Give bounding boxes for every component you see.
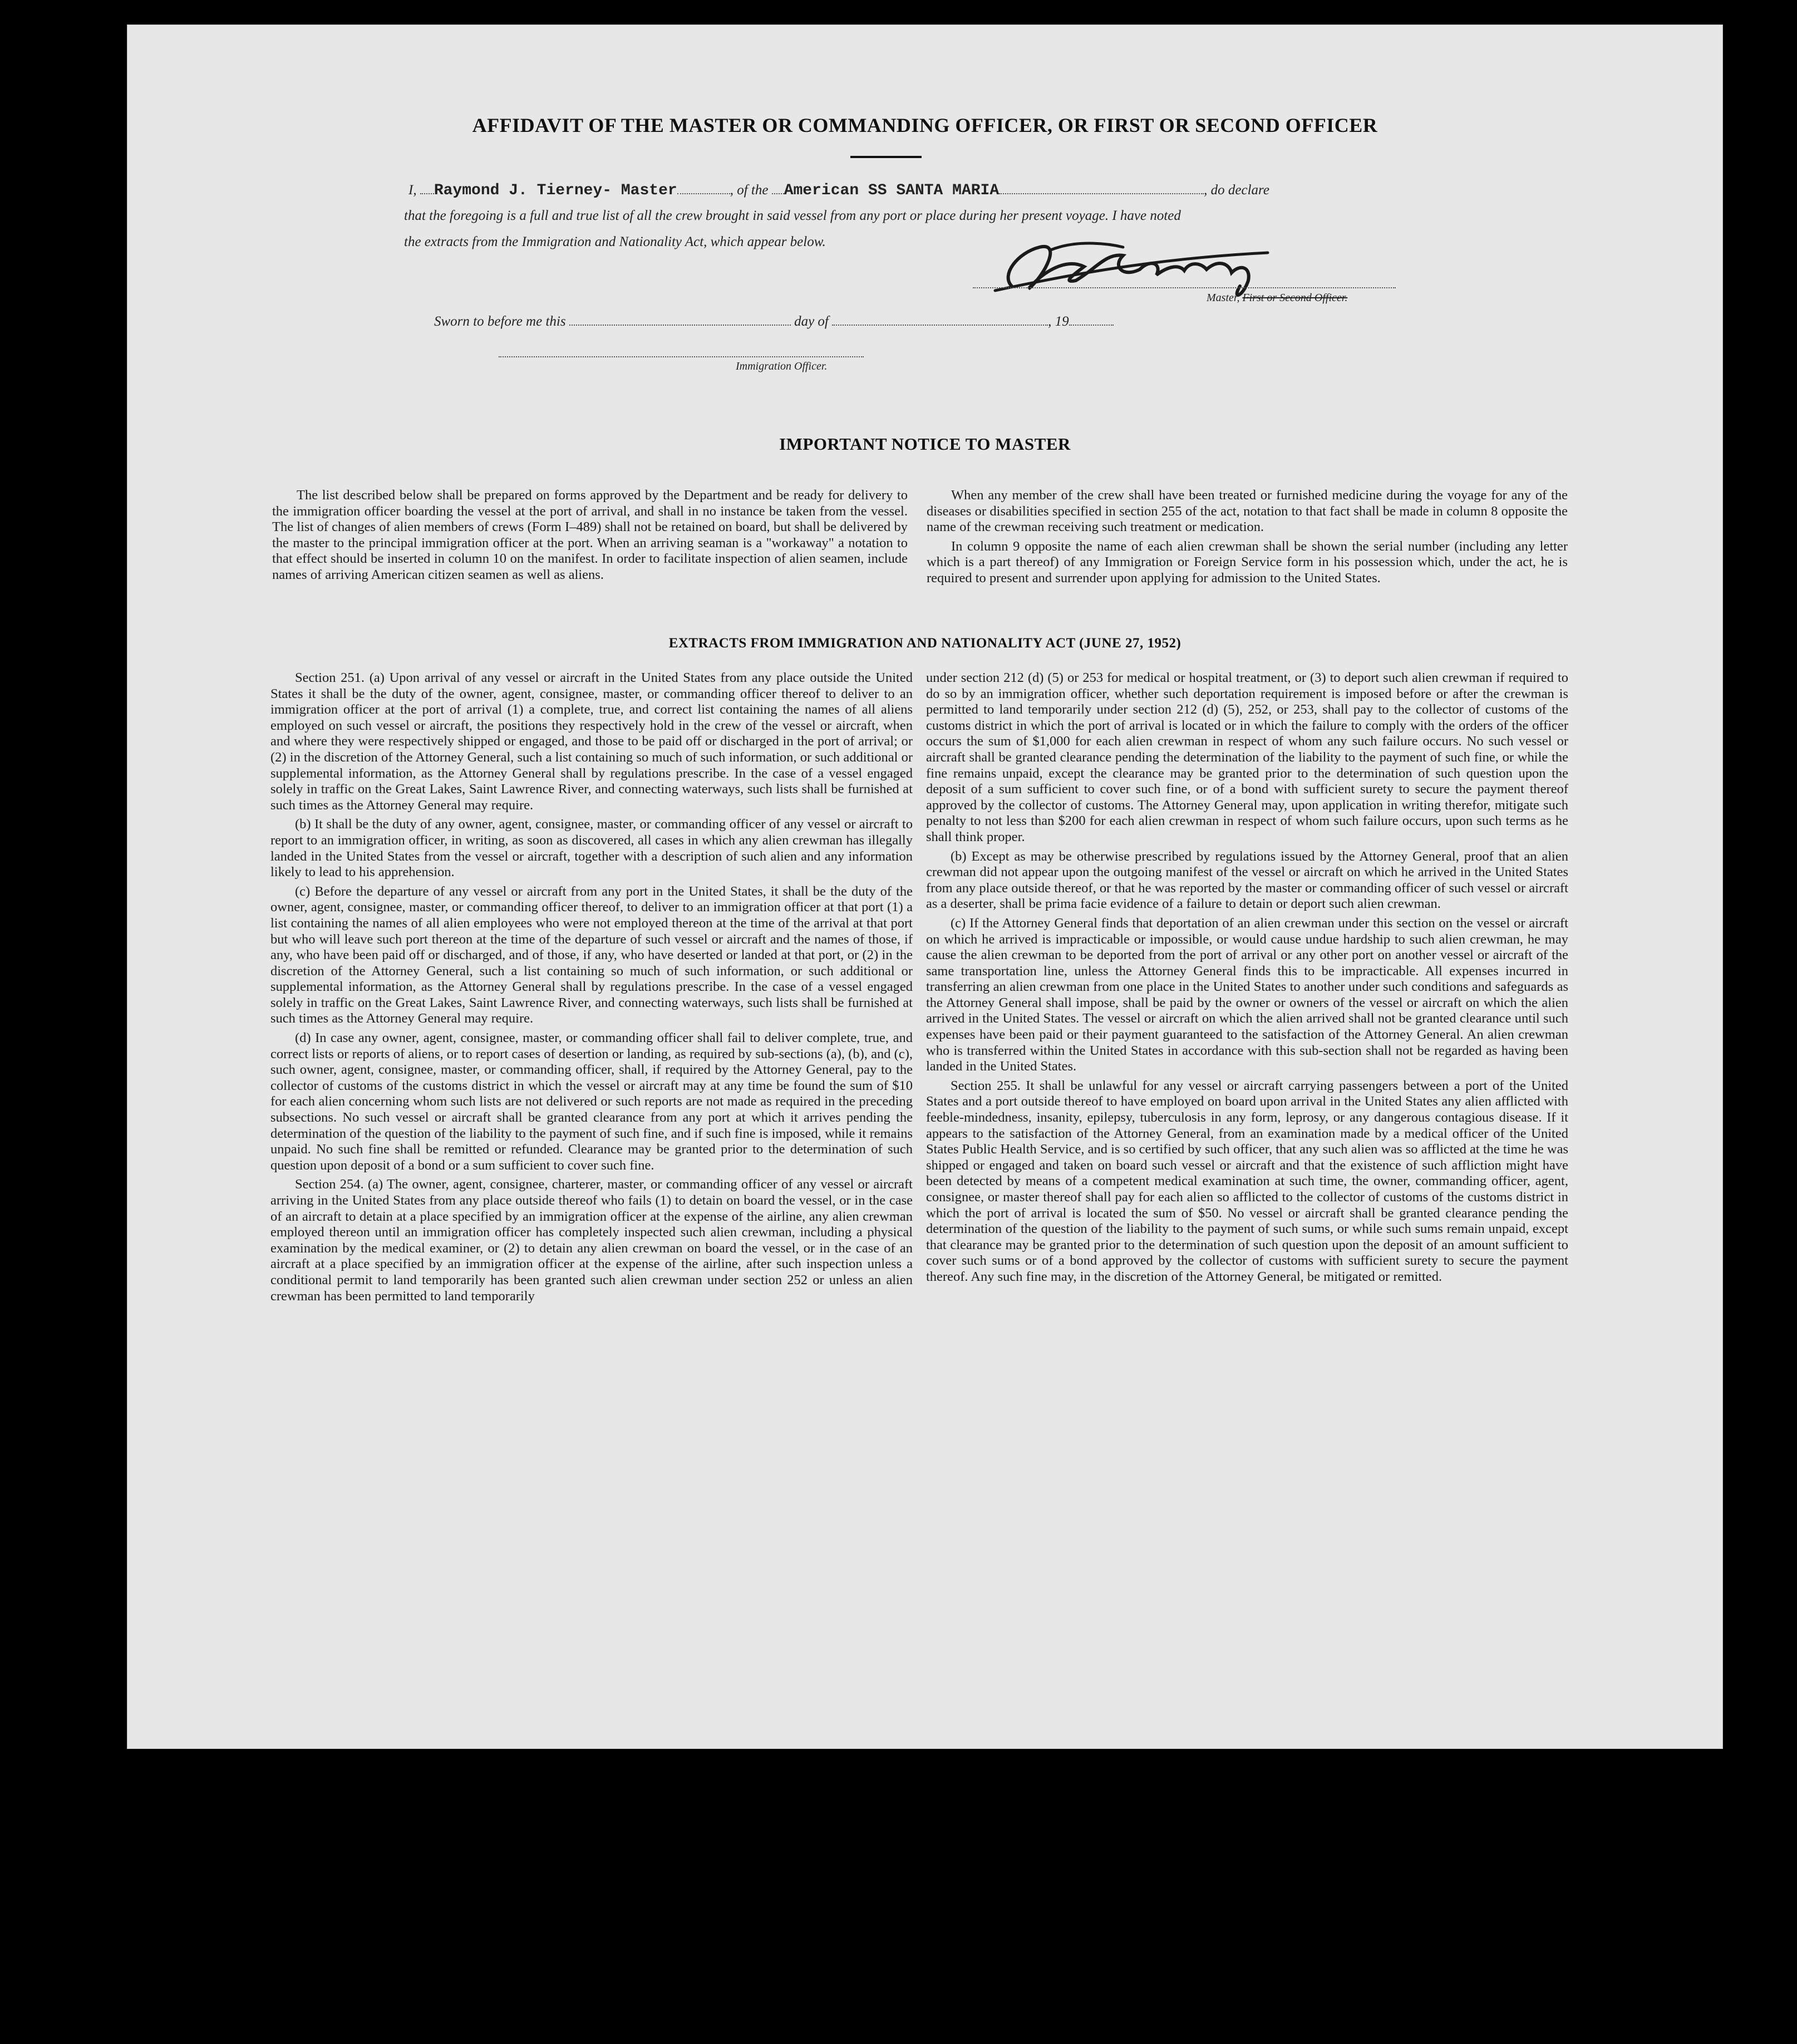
title-rule [850,156,922,158]
section-251-c: (c) Before the departure of any vessel or aircraft from any port in the United States, it shall be the duty of the owner, agent, consignee, master, or commanding officer thereof, to deliver to an immigration officer at that port (1) a list containing the names of all alien employees who were not employed thereon at the time of the arrival at that port but who will leave such port thereon at the time of the departure of such vessel or aircraft and the names of those, if any, who have been paid off or discharged, and of those, if any, who have deserted or landed at that port, or (2) in the discretion of the Attorney General, such a list containing so much of such information, or such additional or supplemental information, as the Attorney General shall by regulations prescribe. In the case of a vessel engaged solely in traffic on the Great Lakes, Saint Lawrence River, and connecting waterways, such lists shall be furnished at such times as the Attorney General may require. [270,883,913,1026]
i-label: I, [408,183,417,198]
declaration-line-1 [408,182,1269,199]
affidavit-title: AFFIDAVIT OF THE MASTER OR COMMANDING OFFICER, OR FIRST OR SECOND OFFICER [472,114,1378,136]
extracts-left-column [270,670,913,1308]
document-page [127,24,1723,1749]
sworn-month-field[interactable] [832,315,1048,326]
section-251-b: (b) It shall be the duty of any owner, agent, consignee, master, or commanding officer of any vessel or aircraft to report to an immigration officer, in writing, as soon as discovered, all cases in which any alien crewman has illegally landed in the United States from the vessel or aircraft, together with a description of such alien and any information likely to lead to his apprehension. [270,817,913,880]
declaration-line-3: the extracts from the Immigration and Nationality Act, which appear below. [404,234,826,249]
section-254-a-continued: under section 212 (d) (5) or 253 for medical or hospital treatment, or (3) to deport such alien crewman if required to do so by an immigration officer, whether such deportation requirement is imposed before or after the crewman is permitted to land temporarily under section 212 (d) (5), 252, or 253, shall pay to the collector of customs of the customs district in which the port of arrival is located or in which the failure to comply with the orders of the officer occurs the sum of $1,000 for each alien crewman in respect of whom any such failure occurs. No such vessel or aircraft shall be granted clearance pending the determination of the liability to the payment of such fine, or while the fine remains unpaid, except the clearance may be granted prior to the determination of such question upon the deposit of a sum sufficient to cover such fine, or of a bond with sufficient surety to secure the payment thereof approved by the collector of customs. The Attorney General may, upon application in writing therefor, mitigate such penalty to not less than $200 for each alien crewman in respect of whom such failure occurs, upon such terms as he shall think proper. [926,670,1568,844]
extracts-title: EXTRACTS FROM IMMIGRATION AND NATIONALITY ACT (JUNE 27, 1952) [668,636,1181,651]
master-name-field[interactable]: Raymond J. Tierney- Master [434,182,677,199]
section-254-c: (c) If the Attorney General finds that deportation of an alien crewman under this section on the vessel or aircraft on which he arrived is impracticable or impossible, or would cause undue hardship to such alien crewman, he may cause the alien crewman to be deported from the port of arrival or any other port on another vessel or aircraft of the same transportation line, unless the Attorney General finds this to be impracticable. All expenses incurred in transferring an alien crewman from one place in the United States to another under such conditions and safeguards as the Attorney General shall impose, shall be paid by the owner or owners of the vessel or aircraft on which the alien arrived in the United States. The vessel or aircraft on which the alien arrived shall not be granted clearance until such expenses have been paid or their payment guaranteed to the satisfaction of the Attorney General. An alien crewman who is transferred within the United States in accordance with this sub-section shall not be regarded as having been landed in the United States. [926,915,1568,1074]
signature-caption: Master, First or Second Officer. [1207,292,1348,304]
signature-line [973,287,1396,288]
of-the-label: , of the [730,183,769,198]
immigration-officer-line[interactable] [499,356,864,357]
section-251-a: Section 251. (a) Upon arrival of any vessel or aircraft in the United States from any place outside the United States it shall be the duty of the owner, agent, consignee, master, or commanding officer thereof to deliver to an immigration officer at the port of arrival (1) a complete, true, and correct list containing the names of all aliens employed on such vessel or aircraft, the positions they respectively hold in the crew of the vessel or aircraft, when and where they were respectively shipped or engaged, and those to be paid off or discharged in the port of arrival; or (2) in the discretion of the Attorney General, such a list containing so much of such information, or such additional or supplemental information, as the Attorney General shall by regulations prescribe. In the case of a vessel engaged solely in traffic on the Great Lakes, Saint Lawrence River, and connecting waterways, such lists shall be furnished at such times as the Attorney General may require. [270,670,913,813]
notice-right-paragraph-1: When any member of the crew shall have been treated or furnished medicine during the voyage for any of the diseases or disabilities specified in section 255 of the act, notation to that fact shall be made in column 8 opposite the name of the crewman receiving such treatment or medication. [927,488,1568,535]
sworn-line [434,314,1114,330]
notice-title: IMPORTANT NOTICE TO MASTER [779,434,1071,454]
extracts-right-column [926,670,1568,1289]
immigration-officer-label: Immigration Officer. [736,360,828,372]
do-declare-label: , do declare [1204,183,1269,198]
sworn-label: Sworn to before me this [434,314,566,329]
year-label: , 19 [1048,314,1069,329]
struck-first-second-officer: First or Second Officer. [1242,292,1348,304]
sworn-day-field[interactable] [569,315,791,326]
vessel-name-field[interactable]: American SS SANTA MARIA [784,182,1000,199]
notice-left-column [272,488,908,587]
notice-left-paragraph: The list described below shall be prepared on forms approved by the Department and be ready for delivery to the immigration officer boarding the vessel at the port of arrival, and shall in no instance be taken from the vessel. The list of changes of alien members of crews (Form I–489) shall not be retained on board, but shall be delivered by the master to the principal immigration officer at the port. When an arriving seaman is a "workaway" a notation to that effect should be inserted in column 10 on the manifest. In order to facilitate inspection of alien seamen, include names of arriving American citizen seamen as well as aliens. [272,488,908,582]
section-251-d: (d) In case any owner, agent, consignee, master, or commanding officer shall fail to deliver complete, true, and correct lists or reports of aliens, or to report cases of desertion or landing, as required by sub-sections (a), (b), and (c), such owner, agent, consignee, master, or commanding officer, shall, if required by the Attorney General, pay to the collector of customs of the customs district in which the vessel or aircraft may at any time be found the sum of $10 for each alien concerning whom such lists are not delivered or such reports are not made as required in the preceding subsections. No such vessel or aircraft shall be granted clearance from any port at which it arrives pending the determination of the question of the liability to the payment of such fine, and if such fine is imposed, while it remains unpaid. No such fine shall be remitted or refunded. Clearance may be granted prior to the determination of such question upon deposit of a bond or a sum sufficient to cover such fine. [270,1030,913,1173]
section-254-a: Section 254. (a) The owner, agent, consignee, charterer, master, or commanding officer of any vessel or aircraft arriving in the United States from any place outside thereof who fails (1) to detain on board the vessel, or in the case of an aircraft to detain at a place specified by an immigration officer at the expense of the airline, any alien crewman employed thereon until an immigration officer has completely inspected such alien crewman, including a physical examination by the medical examiner, or (2) to detain any alien crewman on board the vessel, or in the case of an aircraft at a place specified by an immigration officer at the expense of the airline, after such inspection unless a conditional permit to land temporarily has been granted such alien crewman under section 252 or unless an alien crewman has been permitted to land temporarily [270,1177,913,1304]
notice-right-paragraph-2: In column 9 opposite the name of each alien crewman shall be shown the serial number (including any letter which is a part thereof) of any Immigration or Foreign Service form in his possession which, under the act, he is required to present and surrender upon applying for admission to the United States. [927,538,1568,586]
declaration-line-2: that the foregoing is a full and true list of all the crew brought in said vessel from any port or place during her present voyage. I have noted [404,208,1181,223]
notice-right-column [927,488,1568,590]
sworn-year-field[interactable] [1069,315,1114,326]
section-255: Section 255. It shall be unlawful for any vessel or aircraft carrying passengers between a port of the United States and a port outside thereof to have employed on board upon arrival in the United States any alien afflicted with feeble-mindedness, insanity, epilepsy, tuberculosis in any form, leprosy, or any dangerous contagious disease. If it appears to the satisfaction of the Attorney General, from an examination made by a medical officer of the United States Public Health Service, and is so certified by such officer, that any such alien was so afflicted at the time he was shipped or engaged and taken on board such vessel or aircraft and that the existence of such affliction might have been detected by means of a competent medical examination at such time, the owner, commanding officer, agent, consignee, or master thereof shall pay for each alien so afflicted to the collector of customs of the customs district in which the port of arrival is located the sum of $50. No vessel or aircraft shall be granted clearance pending the determination of the question of the liability to the payment of such sums, or while such sums remain unpaid, except that clearance may be granted prior to the determination of such question upon the deposit of an amount sufficient to cover such sums or of a bond approved by the collector of customs with sufficient surety to secure the payment thereof. Any such fine may, in the discretion of the Attorney General, be mitigated or remitted. [926,1078,1568,1284]
day-of-label: day of [794,314,829,329]
section-254-b: (b) Except as may be otherwise prescribed by regulations issued by the Attorney General, proof that an alien crewman did not appear upon the outgoing manifest of the vessel or aircraft on which he arrived in the United States from any place outside thereof, or that he was reported by the master or commanding officer of such vessel or aircraft as a deserter, shall be prima facie evidence of a failure to detain or deport such alien crewman. [926,848,1568,912]
